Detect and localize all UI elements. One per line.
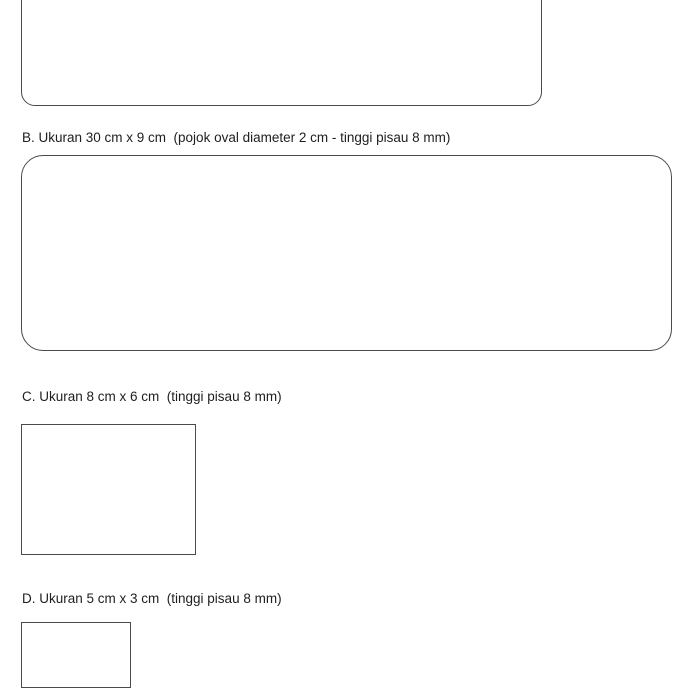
shape-c-rectangle-outline xyxy=(21,424,196,555)
section-c-caption: C. Ukuran 8 cm x 6 cm (tinggi pisau 8 mm) xyxy=(22,389,282,404)
shape-a-rounded-rectangle-outline xyxy=(21,0,542,106)
shape-b-rounded-rectangle-outline xyxy=(21,155,672,351)
shape-d-rectangle-outline xyxy=(21,622,131,688)
section-d-caption: D. Ukuran 5 cm x 3 cm (tinggi pisau 8 mm) xyxy=(22,591,282,606)
section-b-caption: B. Ukuran 30 cm x 9 cm (pojok oval diameter 2 cm - tinggi pisau 8 mm) xyxy=(22,130,451,145)
